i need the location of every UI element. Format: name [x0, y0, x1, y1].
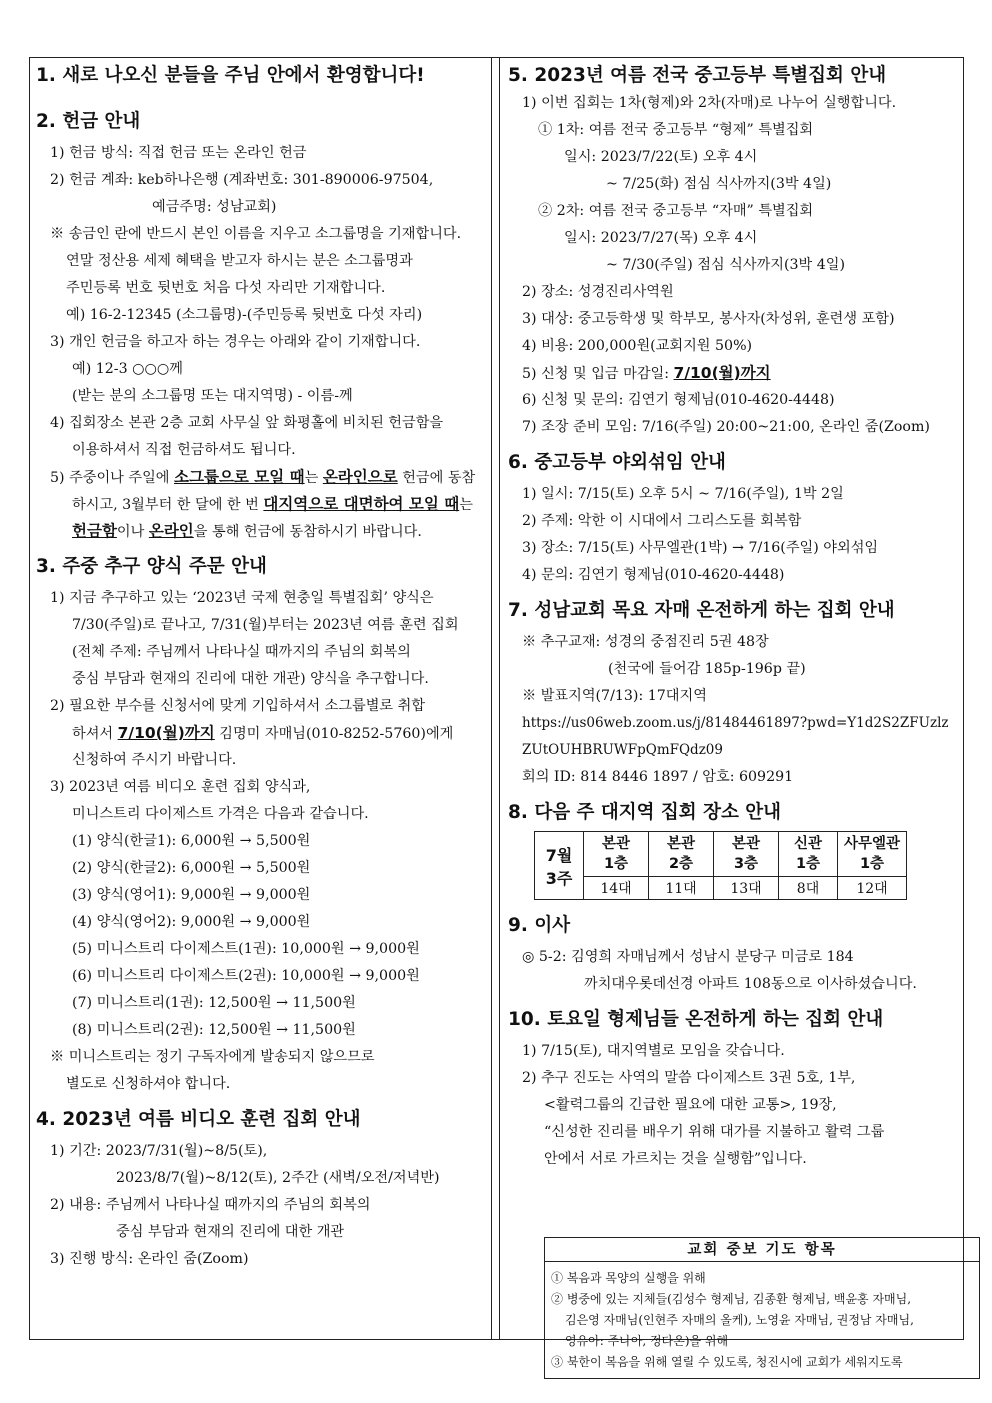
section-title: 4. 2023년 여름 비디오 훈련 집회 안내 [36, 1109, 361, 1130]
text-span: 헌금에 동참 [397, 470, 476, 486]
column-header [779, 832, 838, 877]
table-row [535, 832, 907, 877]
table-row [535, 877, 907, 900]
text-line: 일시: 2023/7/22(토) 오후 4시 [564, 149, 758, 165]
text-span: 5) 신청 및 입금 마감일: [522, 366, 674, 382]
text-line: 2) 장소: 성경진리사역원 [522, 284, 674, 300]
text-line: ※ 미니스트리는 정기 구독자에게 발송되지 않으므로 [50, 1049, 375, 1065]
table-cell: 13대 [714, 877, 779, 900]
text-line: 주민등록 번호 뒷번호 처음 다섯 자리만 기재합니다. [66, 280, 386, 296]
prayer-item: ③ 북한이 복음을 위해 열릴 수 있도록, 청진시에 교회가 세워지도록 [551, 1355, 903, 1369]
text-span: 을 통해 헌금에 동참하시기 바랍니다. [193, 524, 422, 540]
text-span: 는 [459, 497, 473, 513]
text-line: 2) 주제: 악한 이 시대에서 그리스도를 회복함 [522, 513, 802, 529]
text-line: ※ 송금인 란에 반드시 본인 이름을 지우고 소그룹명을 기재합니다. [50, 226, 462, 242]
text-line: 3) 장소: 7/15(토) 사무엘관(1박) → 7/16(주일) 야외섞임 [522, 540, 879, 556]
text-line [36, 720, 486, 747]
bulletin-frame [29, 57, 964, 1369]
text-line: ② 2차: 여름 전국 중고등부 “자매” 특별집회 [538, 203, 814, 219]
text-line: 안에서 서로 가르치는 것을 실행함”입니다. [544, 1151, 807, 1167]
row-header-line: 7월 [545, 845, 573, 865]
section-title: 8. 다음 주 대지역 집회 장소 안내 [508, 802, 781, 823]
price-line: (8) 미니스트리(2권): 12,500원 → 11,500원 [72, 1022, 356, 1038]
text-line: 예) 16-2-12345 (소그룹명)-(주민등록 뒷번호 다섯 자리) [66, 307, 423, 323]
text-line: ※ 추구교재: 성경의 중점진리 5권 48장 [522, 634, 769, 650]
emphasis: 온라인으로 [322, 468, 398, 486]
column-header [714, 832, 779, 877]
text-line: 예금주명: 성남교회) [152, 199, 277, 215]
section-study-materials [36, 555, 486, 1098]
section-title: 3. 주중 추구 양식 주문 안내 [36, 556, 267, 577]
text-line: 연말 정산용 세제 혜택을 받고자 하시는 분은 소그룹명과 [66, 253, 413, 269]
deadline: 7/10(월)까지 [673, 364, 771, 382]
text-line: 1) 이번 집회는 1차(형제)와 2차(자매)로 나누어 실행합니다. [522, 95, 897, 111]
text-line: (받는 분의 소그룹명 또는 대지역명) - 이름-께 [72, 388, 353, 404]
section-brothers-meeting [508, 1008, 957, 1173]
text-line: ※ 발표지역(7/13): 17대지역 [522, 688, 707, 704]
text-line: 4) 집회장소 본관 2층 교회 사무실 앞 화평홀에 비치된 헌금함을 [50, 415, 444, 431]
text-line: 6) 신청 및 문의: 김연기 형제님(010-4620-4448) [522, 392, 835, 408]
price-line: (5) 미니스트리 다이제스트(1권): 10,000원 → 9,000원 [72, 941, 420, 957]
table-cell: 14대 [584, 877, 649, 900]
table-cell: 11대 [649, 877, 714, 900]
section-sisters-meeting [508, 599, 957, 791]
text-line: 예) 12-3 ○○○께 [72, 361, 183, 377]
text-span: 하시고, 3월부터 한 달에 한 번 [72, 497, 264, 513]
section-video-training [36, 1108, 486, 1273]
right-column [500, 58, 963, 1369]
emphasis: 헌금함 [72, 522, 117, 540]
text-span: 김명미 자매님(010-8252-5760)에게 [214, 726, 454, 742]
text-span: 하셔서 [72, 726, 118, 742]
text-line: 3) 개인 헌금을 하고자 하는 경우는 아래와 같이 기재합니다. [50, 334, 421, 350]
meeting-id: 회의 ID: 814 8446 1897 / 암호: 609291 [522, 769, 794, 785]
header-line: 본관 [601, 836, 630, 852]
text-line: 4) 비용: 200,000원(교회지원 50%) [522, 338, 753, 354]
column-header [838, 832, 907, 877]
text-line: 별도로 신청하셔야 합니다. [66, 1076, 231, 1092]
section-title: 7. 성남교회 목요 자매 온전하게 하는 집회 안내 [508, 600, 895, 621]
text-line: ~ 7/25(화) 점심 식사까지(3박 4일) [606, 176, 832, 192]
price-line: (4) 양식(영어2): 9,000원 → 9,000원 [72, 914, 311, 930]
text-line: 7) 조장 준비 모임: 7/16(주일) 20:00~21:00, 온라인 줌(Zoom) [522, 419, 930, 435]
prayer-item: ① 복음과 목양의 실행을 위해 [551, 1271, 706, 1285]
text-line [36, 464, 486, 491]
text-line: ① 1차: 여름 전국 중고등부 “형제” 특별집회 [538, 122, 814, 138]
text-line: 1) 기간: 2023/7/31(월)~8/5(토), [50, 1143, 268, 1159]
section-district-venues [508, 801, 957, 900]
text-line: <활력그룹의 긴급한 필요에 대한 교통>, 19장, [544, 1097, 837, 1113]
zoom-link[interactable]: ZUtOUHBRUWFpQmFQdz09 [522, 742, 723, 758]
text-line: ◎ 5-2: 김영희 자매님께서 성남시 분당구 미금로 184 [522, 949, 854, 965]
text-line: 3) 진행 방식: 온라인 줌(Zoom) [50, 1251, 249, 1267]
text-line: 7/30(주일)로 끝나고, 7/31(월)부터는 2023년 여름 훈련 집회 [72, 617, 459, 633]
section-title: 2. 헌금 안내 [36, 111, 141, 132]
header-line: 본관 [666, 836, 695, 852]
header-line: 1층 [603, 856, 629, 872]
section-youth-outing [508, 451, 957, 589]
header-line: 신관 [793, 836, 822, 852]
prayer-box [544, 1237, 980, 1379]
header-line: 3층 [733, 856, 759, 872]
column-header [649, 832, 714, 877]
prayer-item: 영유아: 주나아, 정다온)을 위해 [565, 1334, 729, 1348]
text-line [36, 518, 486, 545]
text-line: 중심 부담과 현재의 진리에 대한 개관 [116, 1224, 345, 1240]
header-line: 2층 [668, 856, 694, 872]
section-welcome [36, 64, 486, 88]
section-title: 9. 이사 [508, 915, 571, 936]
text-line: 1) 헌금 방식: 직접 헌금 또는 온라인 헌금 [50, 145, 307, 161]
text-span: 이나 [116, 524, 149, 540]
table-cell: 8대 [779, 877, 838, 900]
section-title: 6. 중고등부 야외섞임 안내 [508, 452, 726, 473]
text-span: 5) 주중이나 주일에 [50, 470, 175, 486]
header-line: 1층 [795, 856, 821, 872]
left-column [30, 58, 492, 1339]
text-line: 2) 헌금 계좌: keb하나은행 (계좌번호: 301-890006-97504, [50, 172, 434, 188]
prayer-item: 김은영 자매님(인현주 자매의 올케), 노영윤 자매님, 권정남 자매님, [565, 1313, 914, 1327]
text-line [36, 491, 486, 518]
text-line: 까치대우롯데선경 아파트 108동으로 이사하셨습니다. [584, 976, 917, 992]
column-header [584, 832, 649, 877]
text-line: 3) 2023년 여름 비디오 훈련 집회 양식과, [50, 779, 311, 795]
price-line: (3) 양식(영어1): 9,000원 → 9,000원 [72, 887, 311, 903]
header-line: 1층 [859, 856, 885, 872]
text-line: 2) 내용: 주님께서 나타나실 때까지의 주님의 회복의 [50, 1197, 371, 1213]
text-line: 1) 일시: 7/15(토) 오후 5시 ~ 7/16(주일), 1박 2일 [522, 486, 844, 502]
header-line: 사무엘관 [843, 836, 901, 852]
text-line: 이용하셔서 직접 헌금하셔도 됩니다. [72, 442, 296, 458]
section-title: 1. 새로 나오신 분들을 주님 안에서 환영합니다! [36, 65, 425, 86]
text-line: 미니스트리 다이제스트 가격은 다음과 같습니다. [72, 806, 369, 822]
text-line: 중심 부담과 현재의 진리에 대한 개관) 양식을 추구합니다. [72, 671, 429, 687]
text-span: 는 [304, 470, 323, 486]
price-line: (1) 양식(한글1): 6,000원 → 5,500원 [72, 833, 311, 849]
section-offering [36, 110, 486, 545]
emphasis: 대지역으로 대면하여 모일 때 [263, 495, 460, 513]
emphasis: 온라인 [148, 522, 194, 540]
prayer-box-title: 교회 중보 기도 항목 [545, 1238, 979, 1262]
text-line: 2) 필요한 부수를 신청서에 맞게 기입하셔서 소그룹별로 취합 [50, 698, 426, 714]
section-title: 5. 2023년 여름 전국 중고등부 특별집회 안내 [508, 65, 887, 86]
prayer-item: ② 병중에 있는 지체들(김성수 형제님, 김종환 형제님, 백윤홍 자매님, [551, 1292, 912, 1306]
text-line: 2023/8/7(월)~8/12(토), 2주간 (새벽/오전/저녁반) [116, 1170, 440, 1186]
section-title: 10. 토요일 형제님들 온전하게 하는 집회 안내 [508, 1009, 884, 1030]
text-line [508, 360, 957, 387]
text-line: (전체 주제: 주님께서 나타나실 때까지의 주님의 회복의 [72, 644, 411, 660]
text-line: 2) 추구 진도는 사역의 말씀 다이제스트 3권 5호, 1부, [522, 1070, 856, 1086]
text-line: 1) 7/15(토), 대지역별로 모임을 갖습니다. [522, 1043, 785, 1059]
row-header-line: 3주 [545, 868, 573, 888]
text-line: 일시: 2023/7/27(목) 오후 4시 [564, 230, 758, 246]
price-line: (7) 미니스트리(1권): 12,500원 → 11,500원 [72, 995, 356, 1011]
section-moving [508, 914, 957, 998]
table-cell: 12대 [838, 877, 907, 900]
text-line: 신청하여 주시기 바랍니다. [72, 752, 237, 768]
price-line: (2) 양식(한글2): 6,000원 → 5,500원 [72, 860, 311, 876]
header-line: 본관 [731, 836, 760, 852]
row-header [535, 832, 584, 900]
deadline: 7/10(월)까지 [117, 724, 215, 742]
zoom-link[interactable]: https://us06web.zoom.us/j/81484461897?pwd=Y1d2S2ZFUzlz [522, 715, 949, 731]
text-line: 3) 대상: 중고등학생 및 학부모, 봉사자(차성위, 훈련생 포함) [522, 311, 895, 327]
text-line: ~ 7/30(주일) 점심 식사까지(3박 4일) [606, 257, 846, 273]
section-youth-conference [508, 64, 957, 441]
text-line: “신성한 진리를 배우기 위해 대가를 지불하고 활력 그룹 [544, 1124, 885, 1140]
text-line: 4) 문의: 김연기 형제님(010-4620-4448) [522, 567, 785, 583]
price-line: (6) 미니스트리 다이제스트(2권): 10,000원 → 9,000원 [72, 968, 420, 984]
text-line: 1) 지금 추구하고 있는 ‘2023년 국제 현충일 특별집회’ 양식은 [50, 590, 434, 606]
venue-table [534, 831, 907, 900]
text-line: (천국에 들어감 185p-196p 끝) [608, 661, 806, 677]
emphasis: 소그룹으로 모일 때 [174, 468, 305, 486]
